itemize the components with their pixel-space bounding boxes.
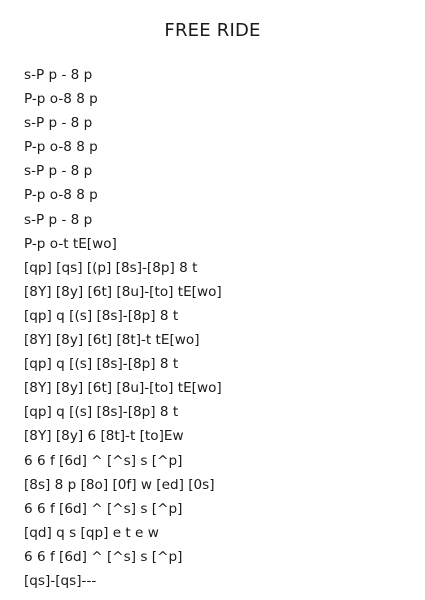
song-title: FREE RIDE bbox=[164, 20, 261, 41]
notes-line: s-P p - 8 p bbox=[24, 163, 93, 180]
notes-line: P-p o-8 8 p bbox=[24, 139, 98, 156]
notes-line: [qp] q [(s] [8s]-[8p] 8 t bbox=[24, 404, 179, 421]
notes-line: 6 6 f [6d] ^ [^s] s [^p] bbox=[24, 548, 183, 565]
notes-line: [8Y] [8y] [6t] [8u]-[to] tE[wo] bbox=[24, 283, 222, 300]
notes-line: 6 6 f [6d] ^ [^s] s [^p] bbox=[24, 452, 183, 469]
notes-line: 6 6 f [6d] ^ [^s] s [^p] bbox=[24, 500, 183, 517]
notes-line: [qs]-[qs]--- bbox=[24, 572, 97, 589]
notes-line: P-p o-8 8 p bbox=[24, 187, 98, 204]
notes-line: P-p o-8 8 p bbox=[24, 91, 98, 108]
notes-line: [qp] q [(s] [8s]-[8p] 8 t bbox=[24, 307, 179, 324]
notes-list bbox=[24, 63, 222, 593]
notes-line: s-P p - 8 p bbox=[24, 211, 93, 228]
notes-line: P-p o-t tE[wo] bbox=[24, 235, 117, 252]
notes-line: s-P p - 8 p bbox=[24, 67, 93, 83]
notes-line: [qp] [qs] [(p] [8s]-[8p] 8 t bbox=[24, 259, 198, 276]
notes-line: [8s] 8 p [8o] [0f] w [ed] [0s] bbox=[24, 476, 215, 493]
notes-line: [8Y] [8y] [6t] [8t]-t tE[wo] bbox=[24, 332, 200, 349]
notes-line: [8Y] [8y] [6t] [8u]-[to] tE[wo] bbox=[24, 380, 222, 397]
notes-line: s-P p - 8 p bbox=[24, 115, 93, 132]
notes-line: [8Y] [8y] 6 [8t]-t [to]Ew bbox=[24, 428, 184, 445]
notes-line: [qd] q s [qp] e t e w bbox=[24, 524, 159, 541]
notes-line: [qp] q [(s] [8s]-[8p] 8 t bbox=[24, 356, 179, 373]
